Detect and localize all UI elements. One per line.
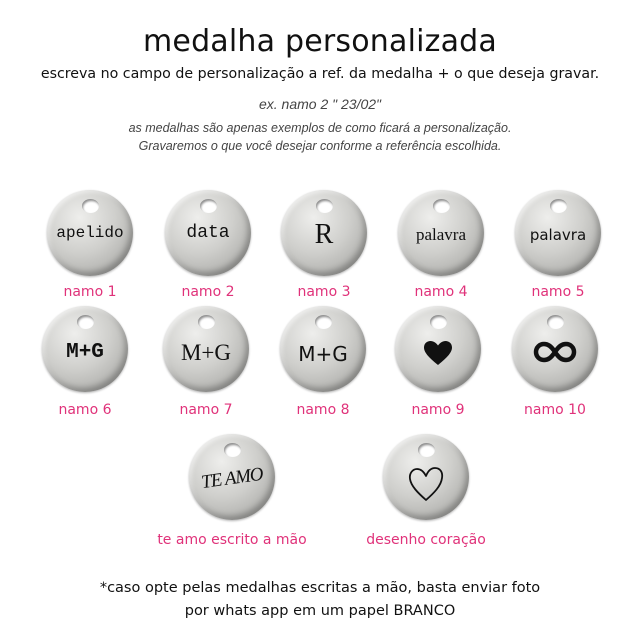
- medal-engraving: M+G: [66, 341, 104, 364]
- medal-disc: [512, 306, 598, 392]
- medal-hole: [418, 443, 435, 457]
- medal-caption: namo 9: [411, 402, 465, 418]
- medal-caption: te amo escrito a mão: [157, 532, 307, 548]
- medal-hole: [550, 199, 567, 213]
- medal-engraving: M+G: [298, 342, 348, 366]
- medal-hole: [316, 199, 333, 213]
- medal-engraving: TE AMO: [199, 463, 264, 494]
- medal-namo-3[interactable]: [264, 190, 384, 300]
- medal-engraving: palavra: [415, 225, 467, 244]
- medal-hole: [77, 315, 94, 329]
- medal-namo-6[interactable]: [25, 306, 145, 418]
- medal-namo-1[interactable]: [30, 190, 150, 300]
- page-title: medalha personalizada: [142, 24, 498, 59]
- note-line-1: as medalhas são apenas exemplos de como ficará a personalização.: [128, 121, 512, 135]
- medal-hole: [224, 443, 241, 457]
- medal-hole: [430, 315, 447, 329]
- footer-note-line-1: *caso opte pelas medalhas escritas a mão, basta enviar foto: [99, 580, 541, 596]
- medal-disc: [281, 190, 367, 276]
- medal-caption: namo 10: [524, 402, 586, 418]
- medal-caption: namo 5: [531, 284, 585, 300]
- medal-hole: [200, 199, 217, 213]
- medal-caption: desenho coração: [366, 532, 486, 548]
- medal-disc: [383, 434, 469, 520]
- medal-namo-8[interactable]: [263, 306, 383, 418]
- medal-caption: namo 8: [296, 402, 350, 418]
- medal-engraving: palavra: [529, 226, 587, 244]
- medal-disc: [189, 434, 275, 520]
- medal-hole: [315, 315, 332, 329]
- medal-caption: namo 7: [179, 402, 233, 418]
- medal-caption: namo 6: [58, 402, 112, 418]
- medal-disc: [165, 190, 251, 276]
- medal-hole: [433, 199, 450, 213]
- medal-caption: namo 3: [297, 284, 351, 300]
- medal-namo-2[interactable]: [148, 190, 268, 300]
- medal-te-amo[interactable]: [157, 434, 307, 548]
- instructions: escreva no campo de personalização a ref. da medalha + o que deseja gravar.: [40, 66, 600, 82]
- medal-disc: [395, 306, 481, 392]
- medal-hole: [82, 199, 99, 213]
- hand-drawn-heart-icon: [383, 464, 469, 504]
- medal-hole: [547, 315, 564, 329]
- medal-disc: [47, 190, 133, 276]
- medal-caption: namo 2: [181, 284, 235, 300]
- medal-caption: namo 4: [414, 284, 468, 300]
- medal-disc: [280, 306, 366, 392]
- medal-namo-4[interactable]: [381, 190, 501, 300]
- medal-engraving: R: [314, 219, 334, 250]
- note-line-2: Gravaremos o que você desejar conforme a referência escolhida.: [138, 139, 502, 153]
- medal-disc: [515, 190, 601, 276]
- infinity-icon: [512, 341, 598, 363]
- medal-namo-10[interactable]: [495, 306, 615, 418]
- heart-icon: [395, 340, 481, 366]
- medal-engraving: M+G: [180, 340, 232, 365]
- medal-disc: [398, 190, 484, 276]
- medal-namo-9[interactable]: [378, 306, 498, 418]
- medal-hole: [198, 315, 215, 329]
- example-text: ex. namo 2 " 23/02": [258, 96, 381, 112]
- medal-desenho-coracao[interactable]: [366, 434, 486, 548]
- medal-namo-5[interactable]: [498, 190, 618, 300]
- medal-engraving: data: [186, 223, 230, 243]
- medal-disc: [163, 306, 249, 392]
- medal-engraving: apelido: [56, 224, 124, 242]
- footer-note-line-2: por whats app em um papel BRANCO: [184, 603, 456, 619]
- medal-namo-7[interactable]: [146, 306, 266, 418]
- medal-caption: namo 1: [63, 284, 117, 300]
- medal-disc: [42, 306, 128, 392]
